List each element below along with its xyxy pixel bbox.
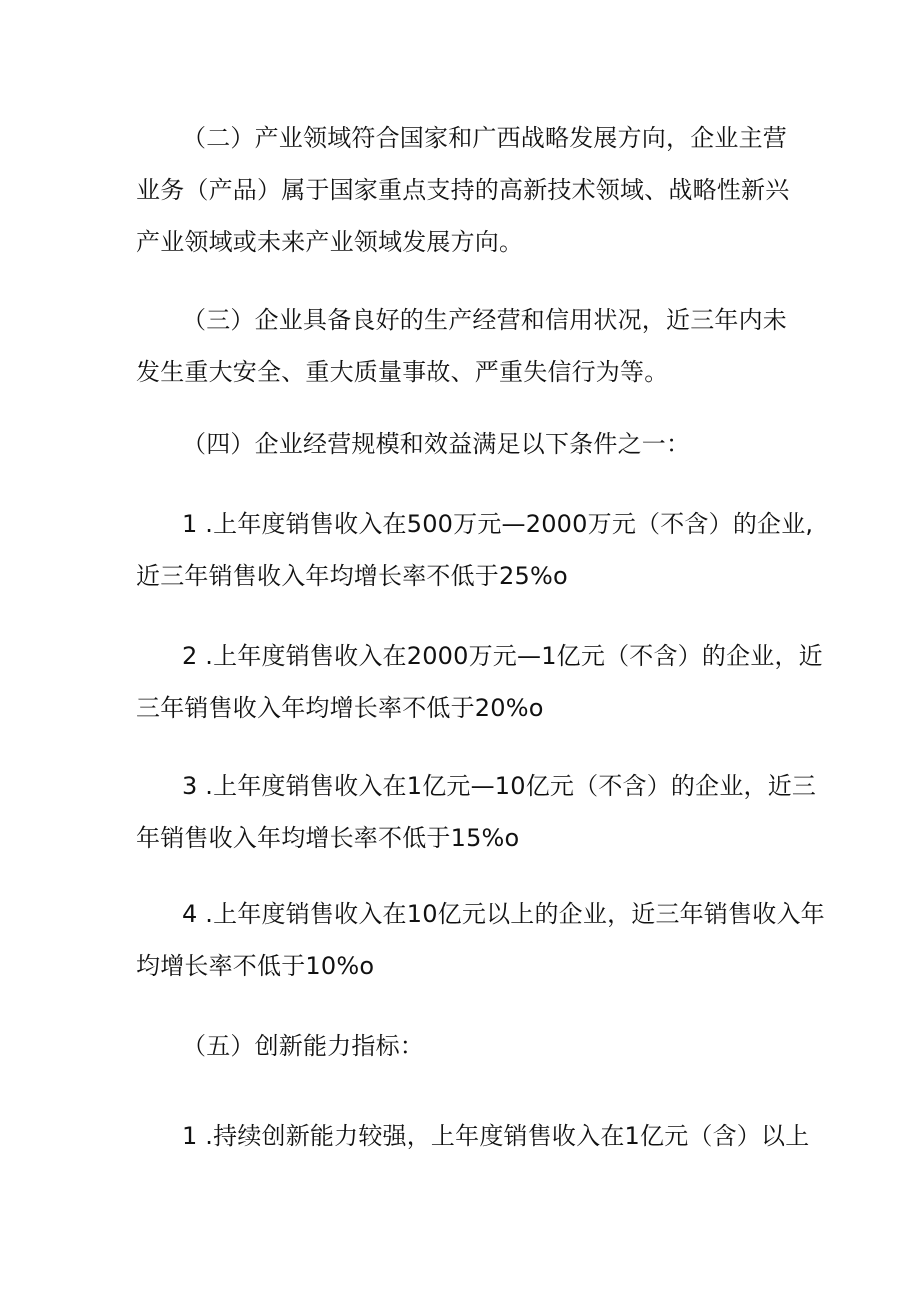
text-line: 4 .上年度销售收入在10亿元以上的企业，近三年销售收入年 [182,900,825,928]
text-line: （四）企业经营规模和效益满足以下条件之一： [182,430,691,458]
text-line: 1 .持续创新能力较强，上年度销售收入在1亿元（含）以上 [182,1122,810,1150]
text-line: （三）企业具备良好的生产经营和信用状况，近三年内未 [182,306,787,334]
text-line: 近三年销售收入年均增长率不低于25%o [136,562,568,590]
list-item-4-4 [136,888,825,992]
text-line: 发生重大安全、重大质量事故、严重失信行为等。 [136,358,669,386]
list-item-4-1 [136,498,814,602]
list-item-4-3 [136,760,817,864]
text-line: 三年销售收入年均增长率不低于20%o [136,694,544,722]
list-item-5-1 [136,1110,810,1162]
text-line: （五）创新能力指标： [182,1032,424,1060]
text-line: 3 .上年度销售收入在1亿元—10亿元（不含）的企业，近三 [182,772,817,800]
text-line: 2 .上年度销售收入在2000万元—1亿元（不含）的企业，近 [182,642,823,670]
text-line: 产业领域或未来产业领域发展方向。 [136,228,524,256]
text-line: 年销售收入年均增长率不低于15%o [136,824,520,852]
text-line: 1 .上年度销售收入在500万元—2000万元（不含）的企业, [182,510,814,538]
text-line: 均增长率不低于10%o [136,952,375,980]
list-item-4-2 [136,630,823,734]
text-line: （二）产业领域符合国家和广西战略发展方向，企业主营 [182,124,787,152]
paragraph-section-4 [136,418,786,470]
text-line: 业务（产品）属于国家重点支持的高新技术领域、战略性新兴 [136,176,790,204]
paragraph-section-2 [136,112,790,268]
paragraph-section-3 [136,294,786,398]
paragraph-section-5 [136,1020,786,1072]
